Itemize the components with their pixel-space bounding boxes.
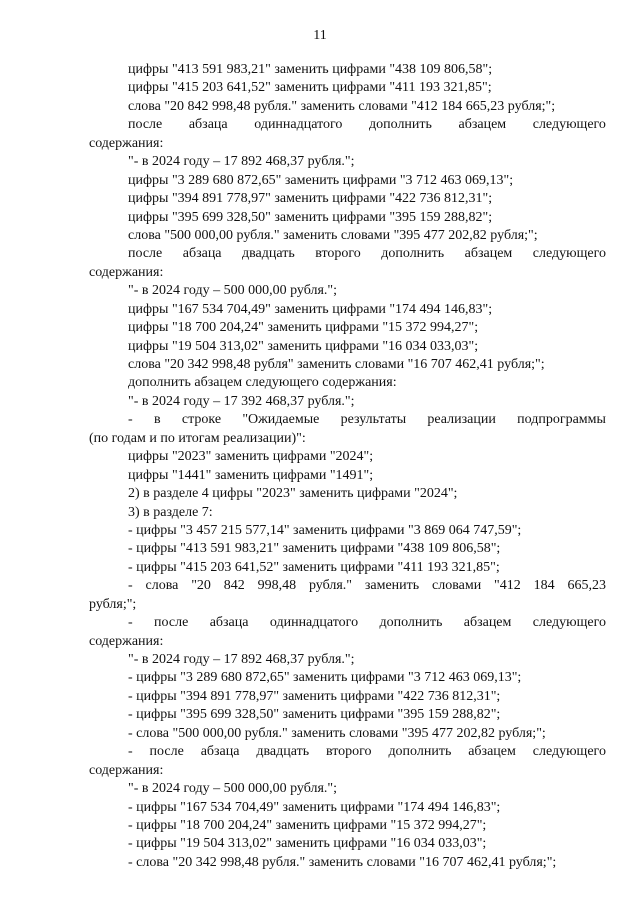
text-line: - цифры "395 699 328,50" заменить цифрами "395 159 288,82"; bbox=[128, 707, 501, 723]
text-line: цифры "19 504 313,02" заменить цифрами "16 034 033,03"; bbox=[128, 338, 479, 354]
text-line: содержания: bbox=[89, 264, 164, 280]
text-line: - цифры "394 891 778,97" заменить цифрами "422 736 812,31"; bbox=[128, 688, 501, 704]
text-line: - цифры "413 591 983,21" заменить цифрами "438 109 806,58"; bbox=[128, 541, 501, 557]
text-line: цифры "415 203 641,52" заменить цифрами "411 193 321,85"; bbox=[128, 80, 492, 96]
text-line: цифры "18 700 204,24" заменить цифрами "15 372 994,27"; bbox=[128, 320, 479, 336]
text-line: - цифры "3 457 215 577,14" заменить цифрами "3 869 064 747,59"; bbox=[128, 522, 522, 538]
text-line: - в строке "Ожидаемые результаты реализации подпрограммы bbox=[128, 412, 606, 428]
text-line: после абзаца двадцать второго дополнить абзацем следующего bbox=[128, 246, 606, 262]
text-line: содержания: bbox=[89, 633, 164, 649]
text-line: цифры "394 891 778,97" заменить цифрами "422 736 812,31"; bbox=[128, 191, 493, 207]
text-line: - цифры "167 534 704,49" заменить цифрами "174 494 146,83"; bbox=[128, 799, 501, 815]
text-line: - цифры "18 700 204,24" заменить цифрами "15 372 994,27"; bbox=[128, 817, 487, 833]
text-line: цифры "3 289 680 872,65" заменить цифрами "3 712 463 069,13"; bbox=[128, 172, 514, 188]
text-line: цифры "395 699 328,50" заменить цифрами "395 159 288,82"; bbox=[128, 209, 493, 225]
text-line: содержания: bbox=[89, 135, 164, 151]
text-line: - цифры "415 203 641,52" заменить цифрами "411 193 321,85"; bbox=[128, 559, 500, 575]
text-line: цифры "1441" заменить цифрами "1491"; bbox=[128, 467, 374, 483]
text-line: - слова "20 342 998,48 рубля." заменить словами "16 707 462,41 рубля;"; bbox=[128, 854, 557, 870]
text-line: цифры "2023" заменить цифрами "2024"; bbox=[128, 449, 374, 465]
text-line: "- в 2024 году – 500 000,00 рубля."; bbox=[128, 781, 338, 797]
text-line: - цифры "3 289 680 872,65" заменить цифрами "3 712 463 069,13"; bbox=[128, 670, 522, 686]
text-line: слова "20 342 998,48 рубля" заменить словами "16 707 462,41 рубля;"; bbox=[128, 357, 545, 372]
text-line: "- в 2024 году – 17 392 468,37 рубля."; bbox=[128, 393, 355, 409]
text-line: после абзаца одиннадцатого дополнить абзацем следующего bbox=[128, 117, 606, 133]
text-line: 2) в разделе 4 цифры "2023" заменить цифрами "2024"; bbox=[128, 486, 458, 502]
text-line: цифры "167 534 704,49" заменить цифрами "174 494 146,83"; bbox=[128, 301, 493, 317]
text-line: - после абзаца одиннадцатого дополнить абзацем следующего bbox=[128, 615, 606, 631]
text-line: "- в 2024 году – 17 892 468,37 рубля."; bbox=[128, 652, 355, 667]
text-line: "- в 2024 году – 17 892 468,37 рубля."; bbox=[128, 154, 355, 170]
text-line: содержания: bbox=[89, 762, 164, 778]
text-line: (по годам и по итогам реализации)": bbox=[89, 430, 306, 446]
document-body bbox=[89, 61, 606, 872]
text-line: дополнить абзацем следующего содержания: bbox=[128, 375, 397, 391]
text-line: рубля;"; bbox=[89, 596, 137, 612]
text-line: - слова "500 000,00 рубля." заменить словами "395 477 202,82 рубля;"; bbox=[128, 725, 546, 741]
text-line: слова "20 842 998,48 рубля." заменить словами "412 184 665,23 рубля;"; bbox=[128, 98, 556, 114]
text-line: слова "500 000,00 рубля." заменить словами "395 477 202,82 рубля;"; bbox=[128, 227, 538, 243]
text-line: 3) в разделе 7: bbox=[128, 504, 213, 520]
page-number: 11 bbox=[313, 28, 327, 43]
text-line: - после абзаца двадцать второго дополнить абзацем следующего bbox=[128, 744, 606, 760]
text-line: "- в 2024 году – 500 000,00 рубля."; bbox=[128, 283, 338, 299]
text-line: - цифры "19 504 313,02" заменить цифрами "16 034 033,03"; bbox=[128, 836, 487, 852]
text-line: цифры "413 591 983,21" заменить цифрами "438 109 806,58"; bbox=[128, 62, 493, 77]
text-line: - слова "20 842 998,48 рубля." заменить словами "412 184 665,23 bbox=[128, 578, 606, 594]
